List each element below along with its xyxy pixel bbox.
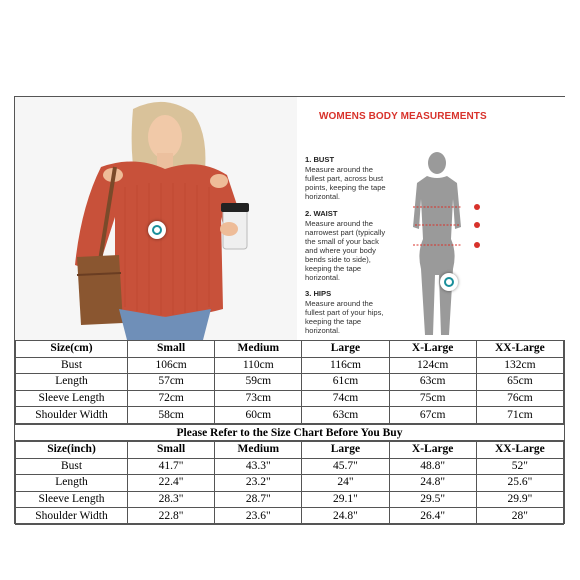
cm-cell: 73cm	[215, 390, 302, 407]
cm-cell: 124cm	[389, 357, 476, 374]
cm-cell: 71cm	[476, 407, 563, 424]
measurements-panel	[297, 97, 566, 340]
bust-text: Measure around the fullest part, across bust points, keeping the tape horizontal.	[305, 165, 386, 201]
cm-row	[16, 390, 564, 407]
inch-cell: 43.3"	[215, 458, 302, 475]
inch-cell: 24.8"	[389, 475, 476, 492]
inch-cell: 22.4"	[128, 475, 215, 492]
inch-size-table	[15, 441, 564, 525]
cm-cell: 75cm	[389, 390, 476, 407]
cm-cell: 72cm	[128, 390, 215, 407]
inch-cell: 22.8"	[128, 508, 215, 525]
inch-header-row	[16, 442, 564, 459]
size-chart-sheet	[14, 96, 565, 524]
cm-row	[16, 374, 564, 391]
body-silhouette-icon	[397, 149, 487, 339]
inch-header-cell: X-Large	[389, 442, 476, 459]
inch-header-cell: XX-Large	[476, 442, 563, 459]
inch-row	[16, 475, 564, 492]
hips-instruction	[305, 289, 391, 335]
bust-instruction	[305, 155, 391, 201]
cm-cell: 60cm	[215, 407, 302, 424]
cm-row	[16, 407, 564, 424]
inch-row-label: Sleeve Length	[16, 491, 128, 508]
cm-header-cell: X-Large	[389, 341, 476, 358]
inch-cell: 24.8"	[302, 508, 389, 525]
cm-cell: 63cm	[302, 407, 389, 424]
inch-cell: 45.7"	[302, 458, 389, 475]
hips-heading: 3. HIPS	[305, 289, 332, 298]
cm-cell: 59cm	[215, 374, 302, 391]
cm-cell: 65cm	[476, 374, 563, 391]
inch-cell: 48.8"	[389, 458, 476, 475]
cm-header-cell: XX-Large	[476, 341, 563, 358]
model-illustration	[15, 97, 297, 340]
inch-cell: 23.6"	[215, 508, 302, 525]
cm-cell: 132cm	[476, 357, 563, 374]
cm-cell: 67cm	[389, 407, 476, 424]
cm-row-label: Sleeve Length	[16, 390, 128, 407]
hotspot-marker[interactable]	[148, 221, 166, 239]
inch-cell: 23.2"	[215, 475, 302, 492]
inch-row-label: Length	[16, 475, 128, 492]
inch-row-label: Bust	[16, 458, 128, 475]
inch-cell: 29.5"	[389, 491, 476, 508]
waist-text: Measure around the narrowest part (typically the small of your back and where your body bends side to side), keeping the tape horizontal.	[305, 219, 386, 282]
cm-cell: 106cm	[128, 357, 215, 374]
inch-cell: 24"	[302, 475, 389, 492]
waist-heading: 2. WAIST	[305, 209, 338, 218]
inch-cell: 29.9"	[476, 491, 563, 508]
inch-cell: 41.7"	[128, 458, 215, 475]
cm-row-label: Length	[16, 374, 128, 391]
waist-instruction	[305, 209, 391, 282]
cm-cell: 116cm	[302, 357, 389, 374]
cm-cell: 76cm	[476, 390, 563, 407]
cm-cell: 57cm	[128, 374, 215, 391]
bust-heading: 1. BUST	[305, 155, 335, 164]
inch-cell: 28"	[476, 508, 563, 525]
measurements-title: WOMENS BODY MEASUREMENTS	[319, 111, 487, 122]
inch-cell: 52"	[476, 458, 563, 475]
cm-header-cell: Size(cm)	[16, 341, 128, 358]
inch-header-cell: Small	[128, 442, 215, 459]
inch-row	[16, 508, 564, 525]
inch-cell: 29.1"	[302, 491, 389, 508]
inch-row-label: Shoulder Width	[16, 508, 128, 525]
inch-header-cell: Medium	[215, 442, 302, 459]
cm-header-cell: Small	[128, 341, 215, 358]
cm-cell: 74cm	[302, 390, 389, 407]
hips-text: Measure around the fullest part of your hips, keeping the tape horizontal.	[305, 299, 384, 335]
cm-cell: 110cm	[215, 357, 302, 374]
inch-cell: 28.3"	[128, 491, 215, 508]
cm-header-cell: Large	[302, 341, 389, 358]
inch-cell: 25.6"	[476, 475, 563, 492]
inch-cell: 26.4"	[389, 508, 476, 525]
size-chart-notice: Please Refer to the Size Chart Before You Buy	[15, 424, 564, 441]
cm-cell: 58cm	[128, 407, 215, 424]
cm-header-row	[16, 341, 564, 358]
cm-cell: 61cm	[302, 374, 389, 391]
figure-hotspot-marker[interactable]	[440, 273, 458, 291]
inch-header-cell: Size(inch)	[16, 442, 128, 459]
cm-header-cell: Medium	[215, 341, 302, 358]
inch-header-cell: Large	[302, 442, 389, 459]
cm-row	[16, 357, 564, 374]
product-photo	[15, 97, 297, 340]
inch-cell: 28.7"	[215, 491, 302, 508]
inch-row	[16, 491, 564, 508]
cm-row-label: Bust	[16, 357, 128, 374]
cm-size-table	[15, 340, 564, 424]
cm-row-label: Shoulder Width	[16, 407, 128, 424]
inch-row	[16, 458, 564, 475]
cm-cell: 63cm	[389, 374, 476, 391]
